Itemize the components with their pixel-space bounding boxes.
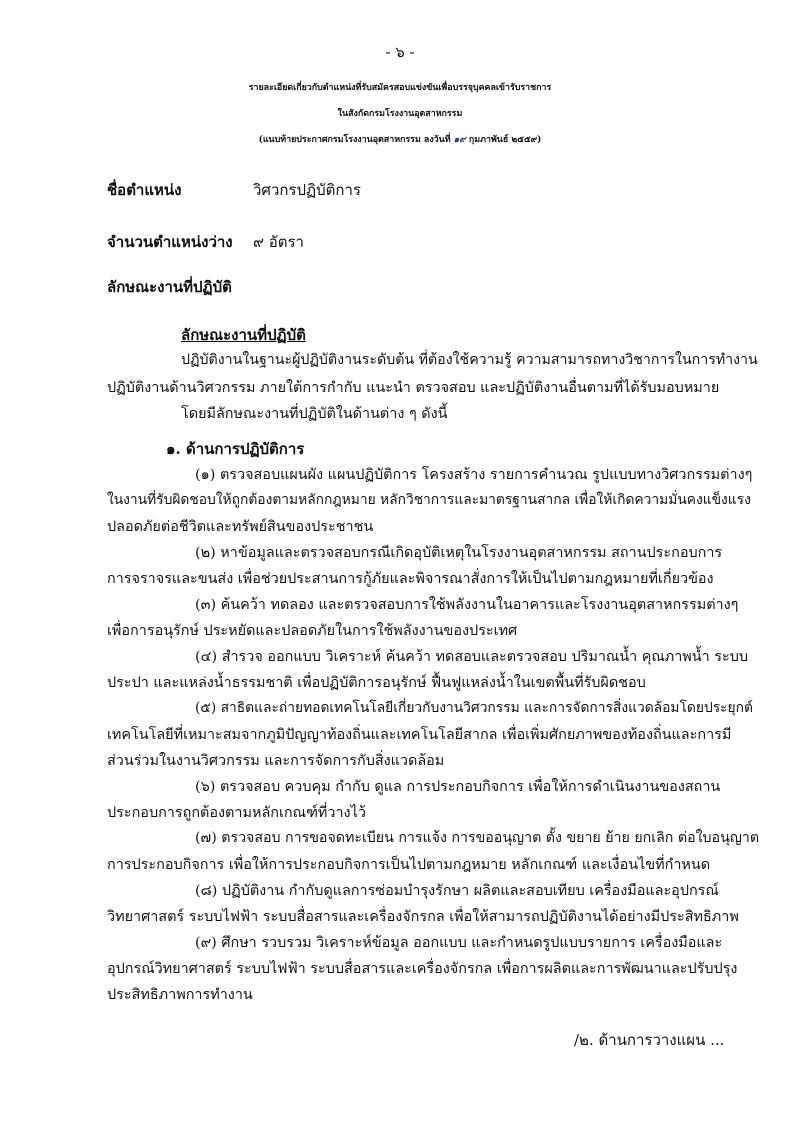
body-line: การจราจรและขนส่ง เพื่อช่วยประสานการกู้ภัยและพิจารณาสั่งการให้เป็นไปตามกฎหมายที่เกี่ยวข้อง bbox=[107, 571, 714, 587]
vacancy-value: ๙ อัตรา bbox=[253, 233, 304, 251]
body-line: (๕) สาธิตและถ่ายทอดเทคโนโลยีเกี่ยวกับงานวิศวกรรม และการจัดการสิ่งแวดล้อมโดยประยุกต์ bbox=[195, 700, 753, 716]
body-line: ประกอบการถูกต้องตามหลักเกณฑ์ที่วางไว้ bbox=[107, 805, 366, 821]
body-line: (๖) ตรวจสอบ ควบคุม กำกับ ดูแล การประกอบกิจการ เพื่อให้การดำเนินงานของสถาน bbox=[195, 779, 721, 795]
title-line-2: ในสังกัดกรมโรงงานอุตสาหกรรม bbox=[337, 109, 463, 119]
title-line-3-prefix: (แนบท้ายประกาศกรมโรงงานอุตสาหกรรม ลงวันที่ bbox=[258, 135, 451, 145]
position-label: ชื่อตำแหน่ง bbox=[107, 181, 182, 199]
title-line-3 bbox=[0, 132, 800, 146]
body-line: อุปกรณ์วิทยาศาสตร์ ระบบไฟฟ้า ระบบสื่อสารและเครื่องจักรกล เพื่อการผลิตและการพัฒนาและปรับปรุง bbox=[107, 961, 738, 977]
vacancy-label: จำนวนตำแหน่งว่าง bbox=[107, 233, 233, 251]
body-line: การประกอบกิจการ เพื่อให้การประกอบกิจการเป็นไปตามกฎหมาย หลักเกณฑ์ และเงื่อนไขที่กำหนด bbox=[107, 857, 711, 873]
intro-line: โดยมีลักษณะงานที่ปฏิบัติในด้านต่าง ๆ ดังนี้ bbox=[181, 406, 448, 422]
body-line: ในงานที่รับผิดชอบให้ถูกต้องตามหลักกฎหมาย หลักวิชาการและมาตรฐานสากล เพื่อให้เกิดความมั่นคงแข็งแรง bbox=[107, 492, 751, 508]
intro-line: ปฏิบัติงานในฐานะผู้ปฏิบัติงานระดับต้น ที่ต้องใช้ความรู้ ความสามารถทางวิชาการในการทำงาน bbox=[181, 352, 758, 368]
body-line: (๘) ปฏิบัติงาน กำกับดูแลการซ่อมบำรุงรักษา ผลิตและสอบเทียบ เครื่องมือและอุปกรณ์ bbox=[195, 883, 719, 899]
body-line: (๑) ตรวจสอบแผนผัง แผนปฏิบัติการ โครงสร้าง รายการคำนวณ รูปแบบทางวิศวกรรมต่างๆ bbox=[195, 467, 753, 483]
duties-heading: ลักษณะงานที่ปฏิบัติ bbox=[107, 278, 232, 296]
body-line: (๒) หาข้อมูลและตรวจสอบกรณีเกิดอุบัติเหตุในโรงงานอุตสาหกรรม สถานประกอบการ bbox=[195, 545, 723, 561]
handwritten-date: ๑๙ bbox=[453, 135, 466, 145]
body-line: วิทยาศาสตร์ ระบบไฟฟ้า ระบบสื่อสารและเครื่องจักรกล เพื่อให้สามารถปฏิบัติงานได้อย่างมีประสิทธิภาพ bbox=[107, 909, 739, 925]
page-number: - ๖ - bbox=[385, 43, 415, 61]
body-line: (๔) สำรวจ ออกแบบ วิเคราะห์ ค้นคว้า ทดสอบและตรวจสอบ ปริมาณน้ำ คุณภาพน้ำ ระบบ bbox=[195, 649, 749, 665]
title-line-3-suffix: กุมภาพันธ์ ๒๕๕๙) bbox=[468, 135, 542, 145]
body-line: ประสิทธิภาพการทำงาน bbox=[107, 987, 253, 1003]
duties-subheading: ลักษณะงานที่ปฏิบัติ bbox=[181, 326, 306, 344]
title-line-1: รายละเอียดเกี่ยวกับตำแหน่งที่รับสมัครสอบแข่งขันเพื่อบรรจุบุคคลเข้ารับราชการ bbox=[248, 83, 552, 93]
body-line: เพื่อการอนุรักษ์ ประหยัดและปลอดภัยในการใช้พลังงานของประเทศ bbox=[107, 623, 518, 639]
body-line: (๙) ศึกษา รวบรวม วิเคราะห์ข้อมูล ออกแบบ และกำหนดรูปแบบรายการ เครื่องมือและ bbox=[195, 935, 723, 951]
body-line: (๗) ตรวจสอบ การขอจดทะเบียน การแจ้ง การขออนุญาต ตั้ง ขยาย ย้าย ยกเลิก ต่อใบอนุญาต bbox=[195, 830, 760, 846]
body-line: (๓) ค้นคว้า ทดลอง และตรวจสอบการใช้พลังงานในอาคารและโรงงานอุตสาหกรรมต่างๆ bbox=[195, 597, 739, 613]
intro-line: ปฏิบัติงานด้านวิศวกรรม ภายใต้การกำกับ แนะนำ ตรวจสอบ และปฏิบัติงานอื่นตามที่ได้รับมอบหมาย bbox=[107, 380, 720, 396]
position-value: วิศวกรปฏิบัติการ bbox=[253, 181, 361, 199]
body-line: ประปา และแหล่งน้ำธรรมชาติ เพื่อปฏิบัติการอนุรักษ์ ฟื้นฟูแหล่งน้ำในเขตพื้นที่รับผิดชอบ bbox=[107, 675, 646, 691]
body-line: ส่วนร่วมในงานวิศวกรรม และการจัดการกับสิ่งแวดล้อม bbox=[107, 753, 445, 769]
body-line: ปลอดภัยต่อชีวิตและทรัพย์สินของประชาชน bbox=[107, 519, 374, 535]
section-heading: ๑. ด้านการปฏิบัติการ bbox=[166, 440, 305, 458]
continuation-footer: /๒. ด้านการวางแผน ... bbox=[574, 1031, 725, 1049]
body-line: เทคโนโลยีที่เหมาะสมจากภูมิปัญญาท้องถิ่นและเทคโนโลยีสากล เพื่อเพิ่มศักยภาพของท้องถิ่นและการมี bbox=[107, 727, 732, 743]
